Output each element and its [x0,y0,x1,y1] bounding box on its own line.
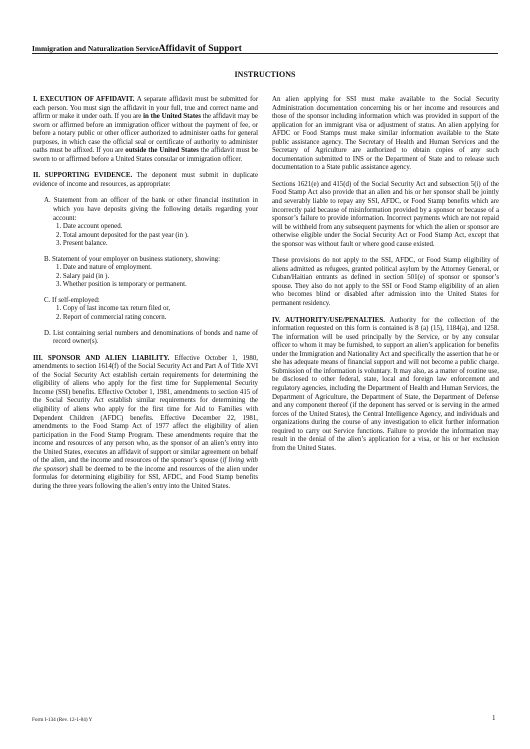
paragraph: These provisions do not apply to the SSI, AFDC, or Food Stamp eligibility of aliens admitted as refugees, granted political asylum by the Attorney General, or Cuban/Haitian entrants as defined in section 501(e) of sponsor or sponsor’s spouse. They also do not apply to the SSI or Food Stamp eligibility of an alien who becomes blind or disabled after admission into the United States for permanent residency. [272,257,499,308]
section-sponsor-liability: III. SPONSOR AND ALIEN LIABILITY. Effective October 1, 1980, amendments to section 1614(f) of the Social Security Act and Part A of Title XVI of the Social Security Act establish certain requirements for determining the eligibility of aliens who apply for the first time for Supplemental Security Income (SSI) benefits. Effective October 1, 1981, amendments to section 415 of the Social Security Act establish similar requirements for determining the eligibility of aliens who apply for the first time for Aid to Families with Dependent Children (AFDC) benefits. Effective December 22, 1981, amendments to the Food Stamp Act of 1977 affect the eligibility of alien participation in the Food Stamp Program. These amendments require that the income and resources of any person who, as the sponsor of an alien’s entry into the United States, executes an affidavit of support or similar agreement on behalf of the alien, and the income and resources of the sponsor’s spouse (if living with the sponsor) shall be deemed to be the income and resources of the alien under formulas for determining eligibility for SSI, AFDC, and Food Stamp benefits during the three years following the alien’s entry into the United States. [33,354,258,490]
form-number: Form I-134 (Rev. 12-1-84) Y [32,717,93,723]
list-item: D. List containing serial numbers and denominations of bonds and name of record owner(s). [44,329,258,346]
section-heading: IV. AUTHORITY/USE/PENALTIES. [272,316,385,324]
instructions-heading: INSTRUCTIONS [234,70,296,79]
left-column [33,96,258,499]
section-authority: IV. AUTHORITY/USE/PENALTIES. Authority for the collection of the information requested on this form is contained is 8 (a) (15), 1184(a), and 1258. The information will be used principally by the Service, or by any consular officer to whom it may be furnished, to support an alien’s application for benefits under the Immigration and Nationality Act and specifically the assertion that he or she has adequate means of financial support and will not become a public charge. Submission of the information is voluntary. It may also, as a matter of routine use, be disclosed to other federal, state, local and foreign law enforcement and regulatory agencies, including the Department of Health and Human Services, the Department of Agriculture, the Department of State, the Department of Defense and any component thereof (if the deponent has served or is serving in the armed forces of the United States), the Central Intelligence Agency, and individuals and organizations during the course of any investigation to elicit further information required to carry out Service functions. Failure to provide the information may result in the denial of the alien’s application for a visa, or his or her exclusion from the United States. [272,316,499,452]
right-column [272,96,499,461]
form-title: Affidavit of Support [158,43,242,54]
section-heading: II. SUPPORTING EVIDENCE. [33,172,133,180]
section-heading: III. SPONSOR AND ALIEN LIABILITY. [33,354,170,362]
list-item: B. Statement of your employer on business stationery, showing: 1. Date and nature of employment. 2. Salary paid (in ). 3. Whether position is temporary or permanent. [44,255,221,289]
section-supporting-evidence: II. SUPPORTING EVIDENCE. The deponent must submit in duplicate evidence of income and resources, as appropriate: [33,172,258,188]
section-heading: I. EXECUTION OF AFFIDAVIT. [33,96,135,103]
evidence-list [33,197,258,346]
agency-name: Immigration and Naturalization Service [32,44,159,53]
list-item: A. Statement from an officer of the bank or other financial institution in which you have deposits giving the following details regarding your account: 1. Date account opened. 2. Total amount deposited for the past year (in ). 3. Present balance. [44,197,258,248]
page-number: 1 [492,714,496,722]
section-execution: I. EXECUTION OF AFFIDAVIT. A separate affidavit must be submitted for each person. You must sign the affidavit in your full, true and correct name and affirm or make it under oath. If you are in the United States the affidavit may be sworn or affirmed before an immigration officer without the payment of fee, or before a notary public or other officer authorized to administer oaths for general purposes, in which case the official seal or certificate of authority to administer oaths must be affixed. If you are outside the United States the affidavit must be sworn to or affirmed before a United States consular or immigration officer. [33,96,259,163]
paragraph: An alien applying for SSI must make available to the Social Security Administration documentation concerning his or her income and resources and those of the sponsor including information which was provided in support of the application for an immigrant visa or adjustment of status. An alien applying for AFDC or Food Stamps must make similar information available to the State public assistance agency. The Secretary of Health and Human Services and the Secretary of Agriculture are authorized to obtain copies of any such documentation submitted to INS or the Department of State and to release such documentation to a State public assistance agency. [272,96,499,172]
header-rule [32,53,498,54]
list-item: C. If self-employed: 1. Copy of last income tax return filed or, 2. Report of commercial rating concern. [44,296,171,322]
paragraph: Sections 1621(e) and 415(d) of the Social Security Act and subsection 5(i) of the Food Stamp Act also provide that an alien and his or her sponsor shall be jointly and severably liable to repay any SSI, AFDC, or Food Stamp benefits which are incorrectly paid because of misinformation provided by a sponsor or because of a sponsor’s failure to provide information. Incorrect payments which are not repaid will be withheld from any subsequent payments for which the alien or sponsor are otherwise eligible under the Social Security Act or Food Stamp Act, except that the sponsor was without fault or where good cause existed. [272,180,499,248]
